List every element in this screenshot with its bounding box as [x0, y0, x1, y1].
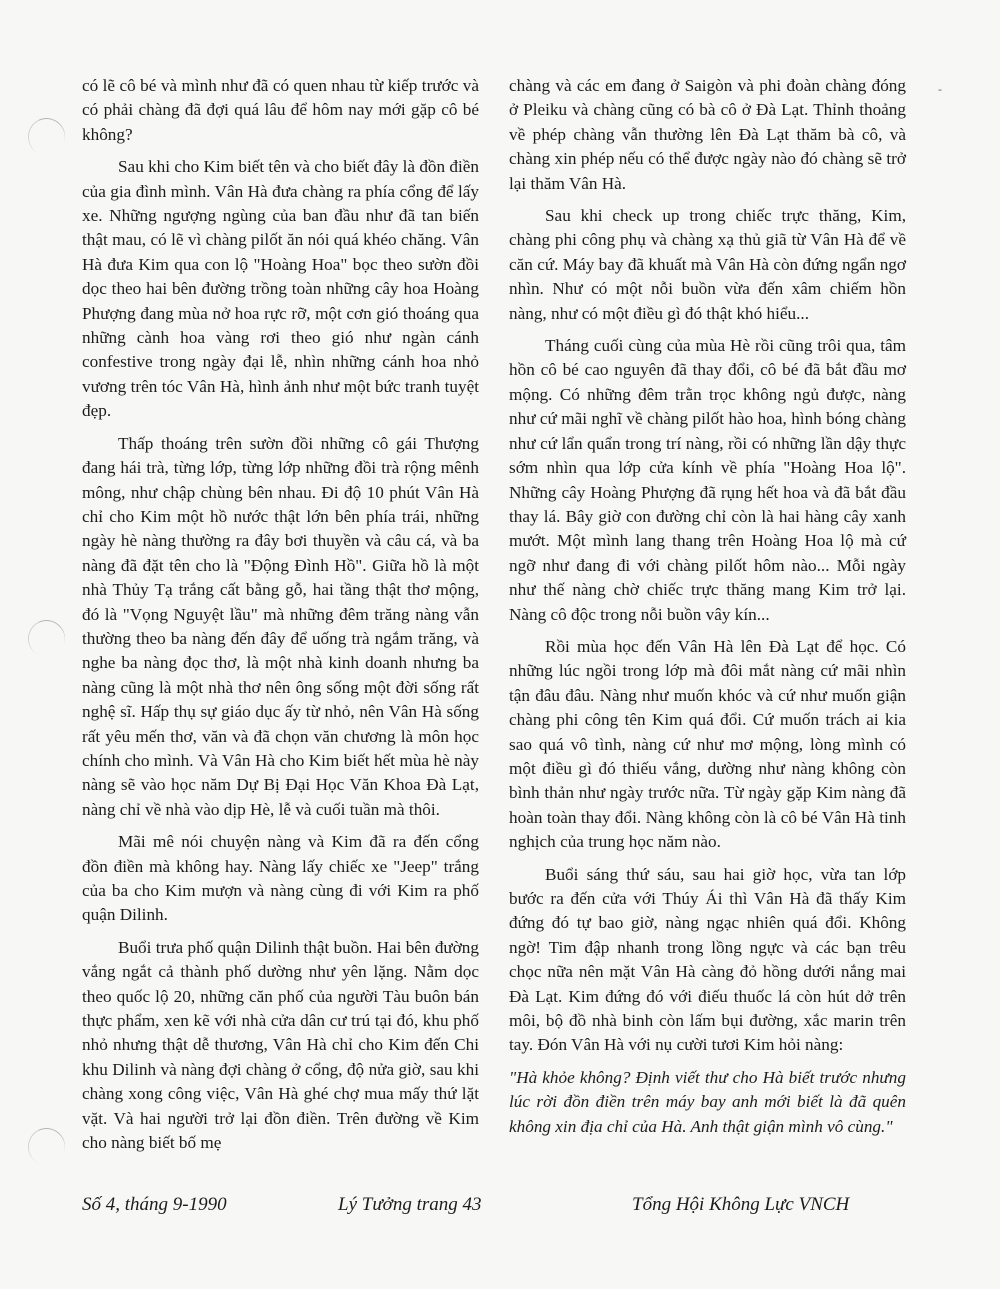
paragraph: Buổi trưa phố quận Dilinh thật buồn. Hai bên đường vắng ngắt cả thành phố dường như yên lặng. Nằm dọc theo quốc lộ 20, những căn phố của người Tàu buôn bán thực phẩm, xen kẽ với nhà cửa dân cư trú tại đó, khu phố nhỏ nhưng thật dễ thương, Vân Hà chỉ cho Kim đến Chi khu Dilinh và nàng đợi chàng ở cổng, độ nửa giờ, sau khi chàng xong công việc, Vân Hà ghé chợ mua mấy thứ lặt vặt. Và hai người trở lại đồn điền. Trên đường về Kim cho nàng biết bố mẹ	[82, 937, 479, 1153]
paragraph: Mãi mê nói chuyện nàng và Kim đã ra đến cổng đồn điền mà không hay. Nàng lấy chiếc xe "Jeep" trắng của ba cho Kim mượn và nàng cùng đi với Kim ra phố quận Dilinh.	[82, 832, 479, 925]
punch-hole-mark	[23, 615, 70, 662]
left-column	[82, 74, 479, 1163]
footer-publisher: Tổng Hội Không Lực VNCH	[632, 1194, 850, 1215]
dialogue-quote: "Hà khỏe không? Định viết thư cho Hà biết trước nhưng lúc rời đồn điền trên máy bay anh mới biết là đã quên không xin địa chỉ của Hà. Anh thật giận mình vô cùng."	[509, 1067, 906, 1136]
margin-mark: -	[938, 82, 942, 96]
paragraph: chàng và các em đang ở Saigòn và phi đoàn chàng đóng ở Pleiku và chàng cũng có bà cô ở Đà Lạt. Thỉnh thoảng về phép chàng vẫn thường lên Đà Lạt thăm bà cô, và chàng xin phép nếu có thể được ngày nào đó chàng sẽ trở lại thăm Vân Hà.	[509, 76, 906, 193]
right-column	[509, 74, 906, 1147]
paragraph: Tháng cuối cùng của mùa Hè rồi cũng trôi qua, tâm hồn cô bé cao nguyên đã thay đổi, cô bé đã bắt đầu mơ mộng. Có những đêm trằn trọc không ngủ được, nàng như cứ mãi nghĩ về chàng pilốt hào hoa, hình bóng chàng như cứ lẩn quẩn trong trí nàng, rồi có những lần dậy thực sớm nhìn qua lớp cửa kính về phía "Hoàng Hoa lộ". Những cây Hoàng Phượng đã rụng hết hoa và đã bắt đầu thay lá. Bây giờ con đường chỉ còn là hai hàng cây xanh mướt. Một mình lang thang trên Hoàng Hoa lộ mà cứ ngỡ như đang đi với chàng pilốt hôm nào... Mỗi ngày như thế nàng chờ chiếc trực thăng mang Kim trở lại. Nàng cô độc trong nỗi buồn vây kín...	[509, 336, 906, 624]
page-footer	[0, 1194, 1000, 1222]
punch-hole-mark	[23, 1123, 70, 1170]
paragraph: Sau khi cho Kim biết tên và cho biết đây là đồn điền của gia đình mình. Vân Hà đưa chàng ra phía cổng để lấy xe. Những ngượng ngùng của ban đầu như đã tan biến thật mau, có lẽ vì chàng pilốt ăn nói quá khéo chăng. Vân Hà đưa Kim qua con lộ "Hoàng Hoa" bọc theo sườn đồi dọc theo hai bên đường trồng toàn những cây hoa Hoàng Phượng đang mùa nở hoa rực rỡ, một cơn gió thoáng qua những cành hoa vàng rơi theo gió như ngàn cánh confestive trong ngày đại lễ, nhìn những cánh hoa nhỏ vương trên tóc Vân Hà, hình ảnh như một bức tranh tuyệt đẹp.	[82, 157, 479, 421]
punch-hole-mark	[23, 113, 70, 160]
paragraph: Rồi mùa học đến Vân Hà lên Đà Lạt để học. Có những lúc ngồi trong lớp mà đôi mắt nàng cứ mãi nhìn tận đâu đâu. Nàng như muốn khóc và cứ như muốn giận chàng phi công tên Kim quá đổi. Cứ muốn trách ai kia sao quá vô tình, nàng cứ như mơ mộng, lòng mình có một điều gì đó thiếu vắng, dường như nàng không còn bình thản như ngày trước nữa. Từ ngày gặp Kim nàng đã hoàn toàn thay đổi. Nàng không còn là cô bé Vân Hà tinh nghịch của trung học năm nào.	[509, 636, 906, 852]
paragraph: có lẽ cô bé và mình như đã có quen nhau từ kiếp trước và có phải chàng đã đợi quá lâu để hôm nay mới gặp cô bé không?	[82, 76, 479, 144]
paragraph: Sau khi check up trong chiếc trực thăng, Kim, chàng phi công phụ và chàng xạ thủ giã từ Vân Hà để về căn cứ. Máy bay đã khuất mà Vân Hà còn đứng ngẩn ngơ nhìn. Như có một nỗi buồn vừa đến xâm chiếm hồn nàng, như có một điều gì đó thật khó hiểu...	[509, 206, 906, 323]
footer-issue: Số 4, tháng 9-1990	[82, 1194, 227, 1215]
paragraph: Thấp thoáng trên sườn đồi những cô gái Thượng đang hái trà, từng lớp, từng lớp những đồi trà rộng mênh mông, như chập chùng bên nhau. Đi độ 10 phút Vân Hà chỉ cho Kim một hồ nước thật lớn bên phía trái, những ngày hè nàng thường ra đây bơi thuyền và câu cá, và ba nàng đã đặt tên cho là "Động Đình Hồ". Giữa hồ là một nhà Thủy Tạ trắng cất bằng gỗ, hai tầng thật thơ mộng, đó là "Vọng Nguyệt lầu" mà những đêm trăng nàng vẫn thường theo ba nàng đến đây để uống trà ngắm trăng, và nghe ba nàng đọc thơ, là một nhà kinh doanh nhưng ba nàng cũng là một nhà thơ nên ông sống một đời sống rất nghệ sĩ. Hấp thụ sự giáo dục ấy từ nhỏ, nên Vân Hà sống rất yêu mến thơ, văn và đã chọn văn chương là môn học chính cho mình. Và Vân Hà cho Kim biết hết mùa hè này nàng sẽ vào học năm Dự Bị Đại Học Văn Khoa Đà Lạt, nàng chỉ về nhà vào dịp Hè, lễ và cuối tuần mà thôi.	[82, 433, 479, 819]
footer-page-number: Lý Tưởng trang 43	[338, 1194, 482, 1215]
paragraph: Buổi sáng thứ sáu, sau hai giờ học, vừa tan lớp bước ra đến cửa với Thúy Ái thì Vân Hà đã thấy Kim đứng đó tự bao giờ, nàng ngạc nhiên quá đổi. Không ngờ! Tim đập nhanh trong lồng ngực và các bạn trêu chọc nữa nên mặt Vân Hà càng đỏ hồng dưới nắng mai Đà Lạt. Kim đứng đó với điếu thuốc lá còn hút dở trên môi, bộ đồ nhà binh còn lấm bụi đường, xắc marin trên tay. Đón Vân Hà với nụ cười tươi Kim hỏi nàng:	[509, 864, 906, 1055]
